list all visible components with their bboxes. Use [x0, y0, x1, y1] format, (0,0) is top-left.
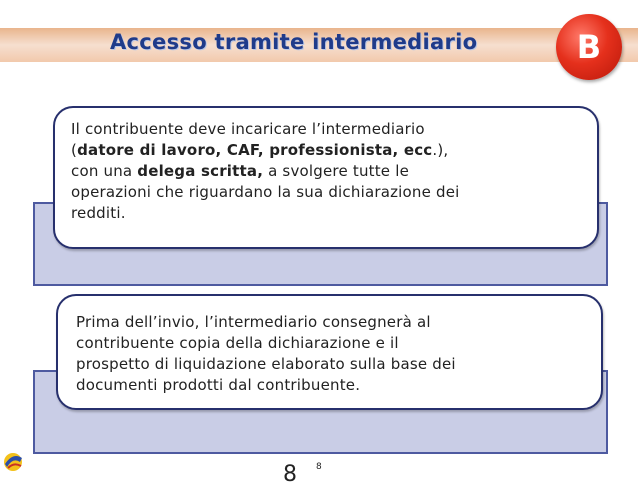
section-badge-letter: B [576, 28, 602, 66]
text-line-1: Il contribuente deve incaricare l’intermediario [71, 120, 425, 138]
text-line-3-post: a svolgere tutte le [263, 162, 410, 180]
text-line-3-pre: con una [71, 162, 138, 180]
callout-text-1 [71, 119, 581, 224]
text-line-4: operazioni che riguardano la sua dichiarazione dei [71, 183, 460, 201]
text-line-4: documenti prodotti dal contribuente. [76, 376, 361, 394]
roles-bold: datore di lavoro, CAF, professionista, ecc [77, 141, 433, 159]
callout-text-2 [76, 312, 586, 396]
paren-open: ( [71, 141, 78, 159]
text-line [71, 161, 581, 182]
text-line-3: prospetto di liquidazione elaborato sulla base dei [76, 355, 456, 373]
text-line-2: contribuente copia della dichiarazione e il [76, 334, 399, 352]
text-line [76, 354, 586, 375]
text-line [76, 333, 586, 354]
text-line [76, 375, 586, 396]
page-number-large: 8 [283, 462, 297, 487]
text-line-1: Prima dell’invio, l’intermediario consegnerà al [76, 313, 431, 331]
text-line [71, 203, 581, 224]
paren-close: .), [432, 141, 449, 159]
agency-logo-icon [2, 446, 24, 474]
text-line [71, 119, 581, 140]
page-number-small: 8 [316, 462, 322, 472]
text-line [76, 312, 586, 333]
text-line [71, 182, 581, 203]
text-line-5: redditi. [71, 204, 126, 222]
delega-bold: delega scritta, [137, 162, 264, 180]
slide-title: Accesso tramite intermediario [110, 30, 478, 54]
section-badge [556, 14, 622, 80]
text-line [71, 140, 581, 161]
